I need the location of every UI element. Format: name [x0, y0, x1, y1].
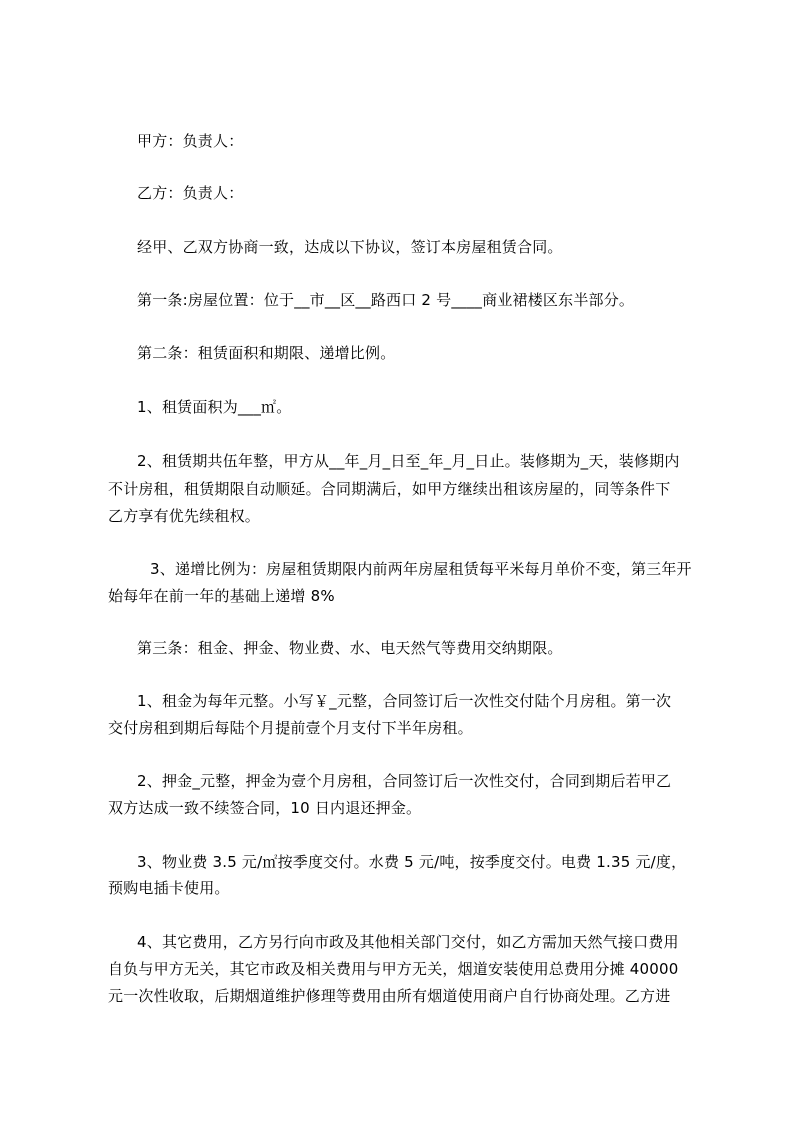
article-3-item-4-line-2: 自负与甲方无关，其它市政及相关费用与甲方无关，烟道安装使用总费用分摊 40000 — [108, 960, 679, 978]
article-3-item-1-line-2: 交付房租到期后每陆个月提前壹个月支付下半年房租。 — [108, 719, 473, 737]
party-b-line: 乙方：负责人： — [137, 184, 244, 202]
article-3-item-1-line-1: 1、租金为每年元整。小写￥_元整，合同签订后一次性交付陆个月房租。第一次 — [137, 692, 672, 710]
party-a-line: 甲方：负责人： — [137, 132, 244, 150]
article-3-item-3-line-1: 3、物业费 3.5 元/㎡按季度交付。水费 5 元/吨，按季度交付。电费 1.35 元/度， — [137, 853, 687, 871]
article-2-item-1: 1、租赁面积为___㎡。 — [137, 398, 292, 416]
article-2-item-2-line-3: 乙方享有优先续租权。 — [108, 507, 261, 525]
article-3-item-4-line-3: 元一次性收取，后期烟道维护修理等费用由所有烟道使用商户自行协商处理。乙方进 — [108, 987, 671, 1005]
article-2-item-2-line-2: 不计房租，租赁期限自动顺延。合同期满后，如甲方继续出租该房屋的，同等条件下 — [108, 480, 671, 498]
article-2-item-2-line-1: 2、租赁期共伍年整，甲方从__年_月_日至_年_月_日止。装修期为_天，装修期内 — [137, 452, 680, 470]
article-2-item-3-line-1: 3、递增比例为：房屋租赁期限内前两年房屋租赁每平米每月单价不变，第三年开 — [150, 560, 692, 578]
intro-paragraph: 经甲、乙双方协商一致，达成以下协议，签订本房屋租赁合同。 — [137, 238, 563, 256]
article-3-item-2-line-1: 2、押金_元整，押金为壹个月房租，合同签订后一次性交付，合同到期后若甲乙 — [137, 772, 672, 790]
article-3-item-2-line-2: 双方达成一致不续签合同，10 日内退还押金。 — [108, 799, 422, 817]
article-3-heading: 第三条：租金、押金、物业费、水、电天然气等费用交纳期限。 — [137, 639, 563, 657]
article-3-item-3-line-2: 预购电插卡使用。 — [108, 879, 230, 897]
article-2-item-3-line-2: 始每年在前一年的基础上递增 8% — [108, 587, 335, 605]
article-2-heading: 第二条：租赁面积和期限、递增比例。 — [137, 344, 396, 362]
article-3-item-4-line-1: 4、其它费用，乙方另行向市政及其他相关部门交付，如乙方需加天然气接口费用 — [137, 933, 679, 951]
article-1: 第一条:房屋位置：位于__市__区__路西口 2 号____商业裙楼区东半部分。 — [137, 291, 635, 309]
